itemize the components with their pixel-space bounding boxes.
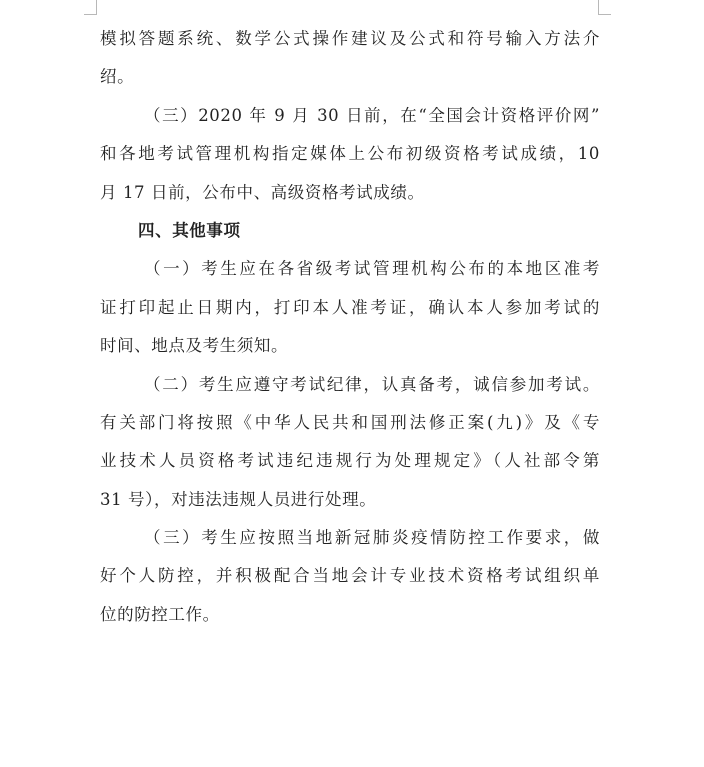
body-line: 月 17 日前，公布中、高级资格考试成绩。 [100, 182, 425, 202]
body-line: 证打印起止日期内，打印本人准考证，确认本人参加考试的 [100, 297, 600, 317]
body-line: 和各地考试管理机构指定媒体上公布初级资格考试成绩，10 [100, 144, 600, 164]
body-line: 时间、地点及考生须知。 [100, 336, 289, 356]
paragraph-start-line: （一）考生应在各省级考试管理机构公布的本地区准考 [144, 259, 600, 279]
paragraph-start-line: （三）2020 年 9 月 30 日前，在“全国会计资格评价网” [144, 105, 600, 125]
section-heading: 四、其他事项 [138, 220, 241, 240]
paragraph-start-line: （三）考生应按照当地新冠肺炎疫情防控工作要求，做 [144, 528, 600, 548]
body-line: 业技术人员资格考试违纪违规行为处理规定》（人社部令第 [100, 451, 600, 471]
body-line: 好个人防控，并积极配合当地会计专业技术资格考试组织单 [100, 566, 600, 586]
body-line: 模拟答题系统、数学公式操作建议及公式和符号输入方法介 [100, 29, 600, 48]
body-line: 绍。 [100, 67, 135, 87]
body-line: 31 号），对违法违规人员进行处理。 [100, 489, 377, 509]
body-line: 位的防控工作。 [100, 604, 220, 624]
paragraph-start-line: （二）考生应遵守考试纪律，认真备考，诚信参加考试。 [144, 374, 600, 394]
page-corner-mark-right [598, 0, 611, 15]
document-body [100, 20, 600, 634]
body-line: 有关部门将按照《中华人民共和国刑法修正案(九)》及《专 [100, 412, 600, 432]
page-corner-mark-left [84, 0, 97, 15]
